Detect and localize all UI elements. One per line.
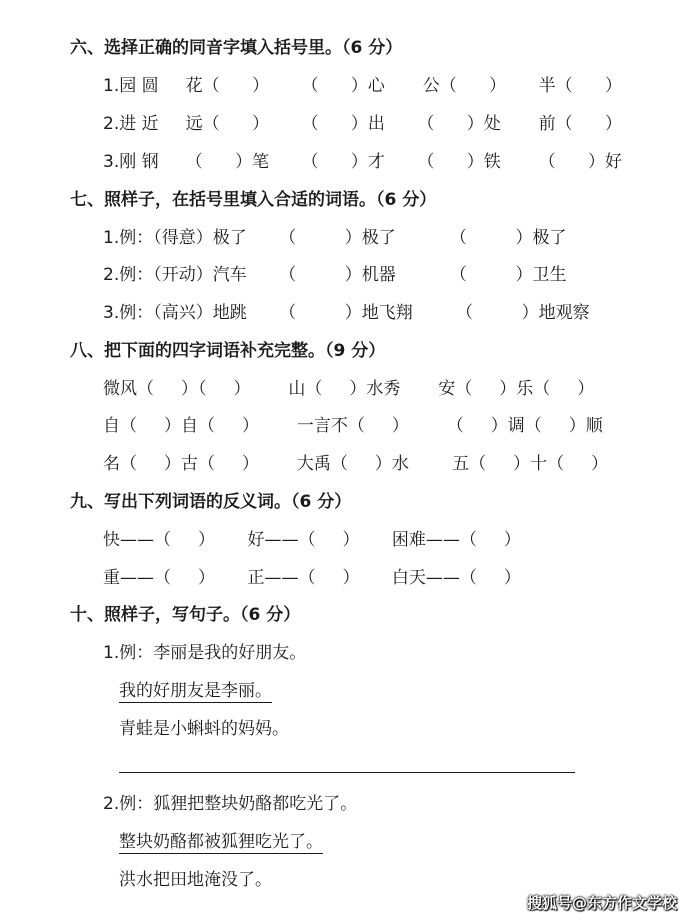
section-10-heading: 十、照样子，写句子。（6 分） xyxy=(70,605,301,625)
answer-2-text: 整块奶酪都被狐狸吃光了。 xyxy=(119,832,323,852)
answer-1 xyxy=(119,680,277,702)
section-6-row-2: 2.进 近 远（ ） （ ）出 （ ）处 前（ ） xyxy=(103,114,623,134)
section-9-row-1: 快——（ ） 好——（ ） 困难——（ ） xyxy=(103,530,521,550)
section-9-heading: 九、写出下列词语的反义词。（6 分） xyxy=(70,492,352,512)
section-9-row-2: 重——（ ） 正——（ ） 白天——（ ） xyxy=(103,568,521,588)
section-8-row-3: 名（ ）古（ ） 大禹（ ）水 五（ ）十（ ） xyxy=(103,454,609,474)
answer-line-1 xyxy=(119,772,575,773)
example-1: 1.例：李丽是我的好朋友。 xyxy=(103,643,307,663)
answer-1-text: 我的好朋友是李丽。 xyxy=(119,681,272,701)
section-7-row-3: 3.例：（高兴）地跳 （ ）地飞翔 （ ）地观察 xyxy=(103,303,590,323)
example-2: 2.例：狐狸把整块奶酪都吃光了。 xyxy=(103,794,358,814)
section-6-row-1: 1.园 圆 花（ ） （ ）心 公（ ） 半（ ） xyxy=(103,76,623,96)
section-8-heading: 八、把下面的四字词语补充完整。（9 分） xyxy=(70,341,386,361)
answer-2 xyxy=(119,831,328,853)
section-7-heading: 七、照样子，在括号里填入合适的词语。（6 分） xyxy=(70,190,437,210)
section-8-row-2: 自（ ）自（ ） 一言不（ ） （ ）调（ ）顺 xyxy=(103,416,603,436)
section-6-row-3: 3.刚 钢 （ ）笔 （ ）才 （ ）铁 （ ）好 xyxy=(103,152,623,172)
section-6-heading: 六、选择正确的同音字填入括号里。（6 分） xyxy=(70,38,403,58)
section-7-row-2: 2.例：（开动）汽车 （ ）机器 （ ）卫生 xyxy=(103,265,567,285)
question-2: 洪水把田地淹没了。 xyxy=(119,870,272,890)
question-1: 青蛙是小蝌蚪的妈妈。 xyxy=(119,719,289,739)
section-8-row-1: 微风（ ）（ ） 山（ ）水秀 安（ ）乐（ ） xyxy=(103,379,595,399)
section-7-row-1: 1.例：（得意）极了 （ ）极了 （ ）极了 xyxy=(103,228,567,248)
watermark: 搜狐号@东方作文学校 xyxy=(526,894,677,912)
